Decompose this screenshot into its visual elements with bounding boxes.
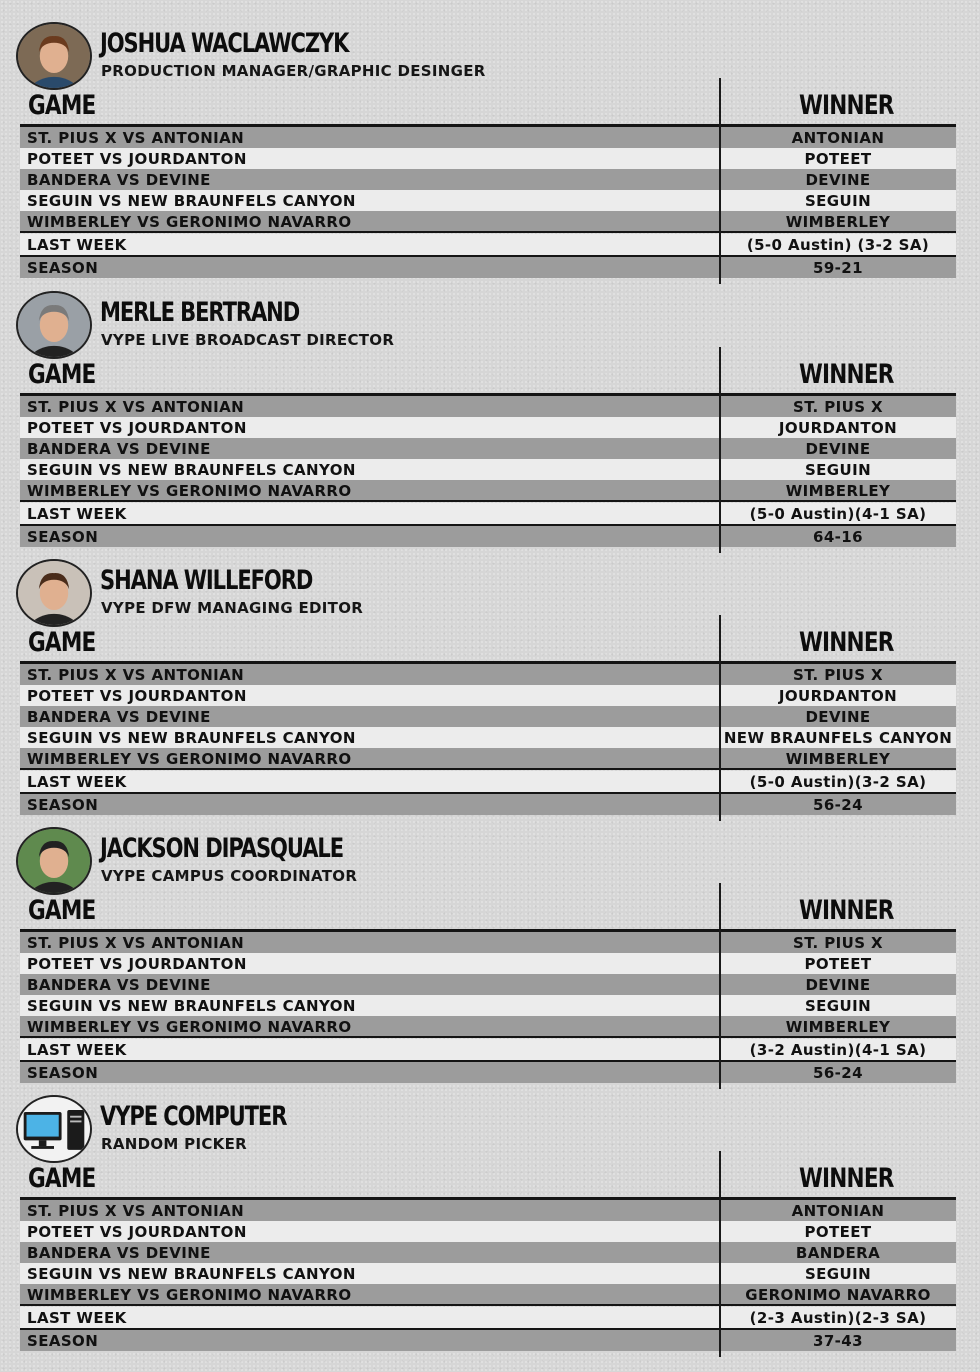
season-record: 56-24 — [813, 1064, 863, 1082]
winner-column-header: WINNER — [799, 627, 894, 658]
game-matchup: POTEET VS JOURDANTON — [27, 419, 247, 437]
game-column-header: GAME — [28, 895, 96, 926]
pick-row — [20, 1284, 956, 1305]
picked-winner: NEW BRAUNFELS CANYON — [723, 729, 953, 747]
picked-winner: WIMBERLEY — [785, 482, 891, 500]
picker-name: JOSHUA WACLAWCZYK — [100, 28, 349, 59]
person-photo-icon — [16, 559, 92, 627]
pick-row — [20, 974, 956, 995]
picked-winner: JOURDANTON — [778, 687, 898, 705]
last-week-label: LAST WEEK — [27, 1041, 127, 1059]
game-matchup: ST. PIUS X VS ANTONIAN — [27, 666, 245, 684]
last-week-label: LAST WEEK — [27, 236, 127, 254]
pick-row — [20, 438, 956, 459]
picked-winner: SEGUIN — [804, 192, 872, 210]
picked-winner: ANTONIAN — [791, 1202, 885, 1220]
row-divider — [20, 1036, 956, 1038]
winner-column-header: WINNER — [799, 90, 894, 121]
winner-column-header: WINNER — [799, 895, 894, 926]
season-label: SEASON — [27, 796, 99, 814]
season-row — [20, 794, 956, 815]
column-divider — [719, 883, 721, 1089]
picker-role: VYPE CAMPUS COORDINATOR — [101, 867, 358, 885]
pick-row — [20, 1200, 956, 1221]
season-record: 59-21 — [813, 259, 863, 277]
game-matchup: SEGUIN VS NEW BRAUNFELS CANYON — [27, 729, 356, 747]
pick-row — [20, 748, 956, 769]
picked-winner: DEVINE — [805, 708, 871, 726]
pick-row — [20, 190, 956, 211]
picked-winner: ST. PIUS X — [792, 934, 884, 952]
pick-row — [20, 1016, 956, 1037]
row-divider — [20, 231, 956, 233]
last-week-record: (5-0 Austin) (3-2 SA) — [746, 236, 930, 254]
picked-winner: DEVINE — [805, 440, 871, 458]
game-matchup: BANDERA VS DEVINE — [27, 708, 211, 726]
picker-role: VYPE LIVE BROADCAST DIRECTOR — [101, 331, 395, 349]
game-matchup: WIMBERLEY VS GERONIMO NAVARRO — [27, 213, 352, 231]
row-divider — [20, 1304, 956, 1306]
game-matchup: WIMBERLEY VS GERONIMO NAVARRO — [27, 1018, 352, 1036]
last-week-record: (5-0 Austin)(3-2 SA) — [749, 773, 927, 791]
pick-row — [20, 211, 956, 232]
pick-row — [20, 932, 956, 953]
picker-section — [0, 827, 980, 1095]
game-matchup: BANDERA VS DEVINE — [27, 171, 211, 189]
pick-row — [20, 1263, 956, 1284]
season-row — [20, 257, 956, 278]
picked-winner: POTEET — [804, 955, 872, 973]
pick-row — [20, 727, 956, 748]
person-photo-icon — [16, 827, 92, 895]
last-week-label: LAST WEEK — [27, 1309, 127, 1327]
pick-row — [20, 706, 956, 727]
picker-name: MERLE BERTRAND — [100, 297, 300, 328]
winner-column-header: WINNER — [799, 359, 894, 390]
season-row — [20, 1330, 956, 1351]
game-matchup: POTEET VS JOURDANTON — [27, 150, 247, 168]
picked-winner: ANTONIAN — [791, 129, 885, 147]
pick-row — [20, 148, 956, 169]
game-matchup: WIMBERLEY VS GERONIMO NAVARRO — [27, 1286, 352, 1304]
picked-winner: SEGUIN — [804, 997, 872, 1015]
picker-name: VYPE COMPUTER — [100, 1101, 287, 1132]
last-week-label: LAST WEEK — [27, 773, 127, 791]
winner-column-header: WINNER — [799, 1163, 894, 1194]
picked-winner: SEGUIN — [804, 461, 872, 479]
last-week-row — [20, 771, 956, 792]
game-matchup: ST. PIUS X VS ANTONIAN — [27, 934, 245, 952]
season-label: SEASON — [27, 528, 99, 546]
picker-name: SHANA WILLEFORD — [100, 565, 313, 596]
picked-winner: GERONIMO NAVARRO — [745, 1286, 931, 1304]
game-matchup: POTEET VS JOURDANTON — [27, 687, 247, 705]
pick-row — [20, 1221, 956, 1242]
game-matchup: POTEET VS JOURDANTON — [27, 955, 247, 973]
game-column-header: GAME — [28, 1163, 96, 1194]
last-week-record: (5-0 Austin)(4-1 SA) — [749, 505, 927, 523]
row-divider — [20, 768, 956, 770]
pick-row — [20, 396, 956, 417]
picker-section — [0, 559, 980, 827]
picked-winner: DEVINE — [805, 976, 871, 994]
season-row — [20, 526, 956, 547]
picker-role: PRODUCTION MANAGER/GRAPHIC DESINGER — [101, 62, 486, 80]
game-matchup: BANDERA VS DEVINE — [27, 976, 211, 994]
season-row — [20, 1062, 956, 1083]
picker-section — [0, 1095, 980, 1363]
last-week-row — [20, 1307, 956, 1328]
picked-winner: SEGUIN — [804, 1265, 872, 1283]
game-matchup: WIMBERLEY VS GERONIMO NAVARRO — [27, 482, 352, 500]
game-column-header: GAME — [28, 90, 96, 121]
last-week-record: (2-3 Austin)(2-3 SA) — [749, 1309, 927, 1327]
pick-row — [20, 480, 956, 501]
person-photo-icon — [16, 22, 92, 90]
game-matchup: SEGUIN VS NEW BRAUNFELS CANYON — [27, 997, 356, 1015]
last-week-row — [20, 234, 956, 255]
pick-row — [20, 685, 956, 706]
pick-row — [20, 953, 956, 974]
picked-winner: POTEET — [804, 1223, 872, 1241]
last-week-record: (3-2 Austin)(4-1 SA) — [749, 1041, 927, 1059]
pick-row — [20, 664, 956, 685]
picked-winner: ST. PIUS X — [792, 666, 884, 684]
pick-row — [20, 459, 956, 480]
season-record: 37-43 — [813, 1332, 863, 1350]
game-column-header: GAME — [28, 627, 96, 658]
picked-winner: JOURDANTON — [778, 419, 898, 437]
pick-row — [20, 417, 956, 438]
game-matchup: SEGUIN VS NEW BRAUNFELS CANYON — [27, 192, 356, 210]
picker-role: VYPE DFW MANAGING EDITOR — [101, 599, 364, 617]
pick-row — [20, 1242, 956, 1263]
season-record: 56-24 — [813, 796, 863, 814]
pick-row — [20, 995, 956, 1016]
row-divider — [20, 500, 956, 502]
picker-section — [0, 22, 980, 290]
game-matchup: ST. PIUS X VS ANTONIAN — [27, 398, 245, 416]
game-matchup: POTEET VS JOURDANTON — [27, 1223, 247, 1241]
game-matchup: BANDERA VS DEVINE — [27, 1244, 211, 1262]
game-matchup: ST. PIUS X VS ANTONIAN — [27, 1202, 245, 1220]
game-column-header: GAME — [28, 359, 96, 390]
season-label: SEASON — [27, 1064, 99, 1082]
picker-role: RANDOM PICKER — [101, 1135, 247, 1153]
person-photo-icon — [16, 291, 92, 359]
column-divider — [719, 615, 721, 821]
computer-icon — [16, 1095, 92, 1163]
game-matchup: ST. PIUS X VS ANTONIAN — [27, 129, 245, 147]
season-label: SEASON — [27, 1332, 99, 1350]
pick-row — [20, 127, 956, 148]
game-matchup: SEGUIN VS NEW BRAUNFELS CANYON — [27, 1265, 356, 1283]
column-divider — [719, 347, 721, 553]
column-divider — [719, 78, 721, 284]
picked-winner: POTEET — [804, 150, 872, 168]
last-week-row — [20, 1039, 956, 1060]
picked-winner: WIMBERLEY — [785, 1018, 891, 1036]
season-label: SEASON — [27, 259, 99, 277]
picked-winner: WIMBERLEY — [785, 750, 891, 768]
picker-section — [0, 291, 980, 559]
game-matchup: WIMBERLEY VS GERONIMO NAVARRO — [27, 750, 352, 768]
last-week-row — [20, 503, 956, 524]
pick-row — [20, 169, 956, 190]
picked-winner: BANDERA — [795, 1244, 881, 1262]
game-matchup: SEGUIN VS NEW BRAUNFELS CANYON — [27, 461, 356, 479]
game-matchup: BANDERA VS DEVINE — [27, 440, 211, 458]
last-week-label: LAST WEEK — [27, 505, 127, 523]
column-divider — [719, 1151, 721, 1357]
picker-name: JACKSON DIPASQUALE — [100, 833, 344, 864]
picked-winner: DEVINE — [805, 171, 871, 189]
picked-winner: WIMBERLEY — [785, 213, 891, 231]
season-record: 64-16 — [813, 528, 863, 546]
picked-winner: ST. PIUS X — [792, 398, 884, 416]
